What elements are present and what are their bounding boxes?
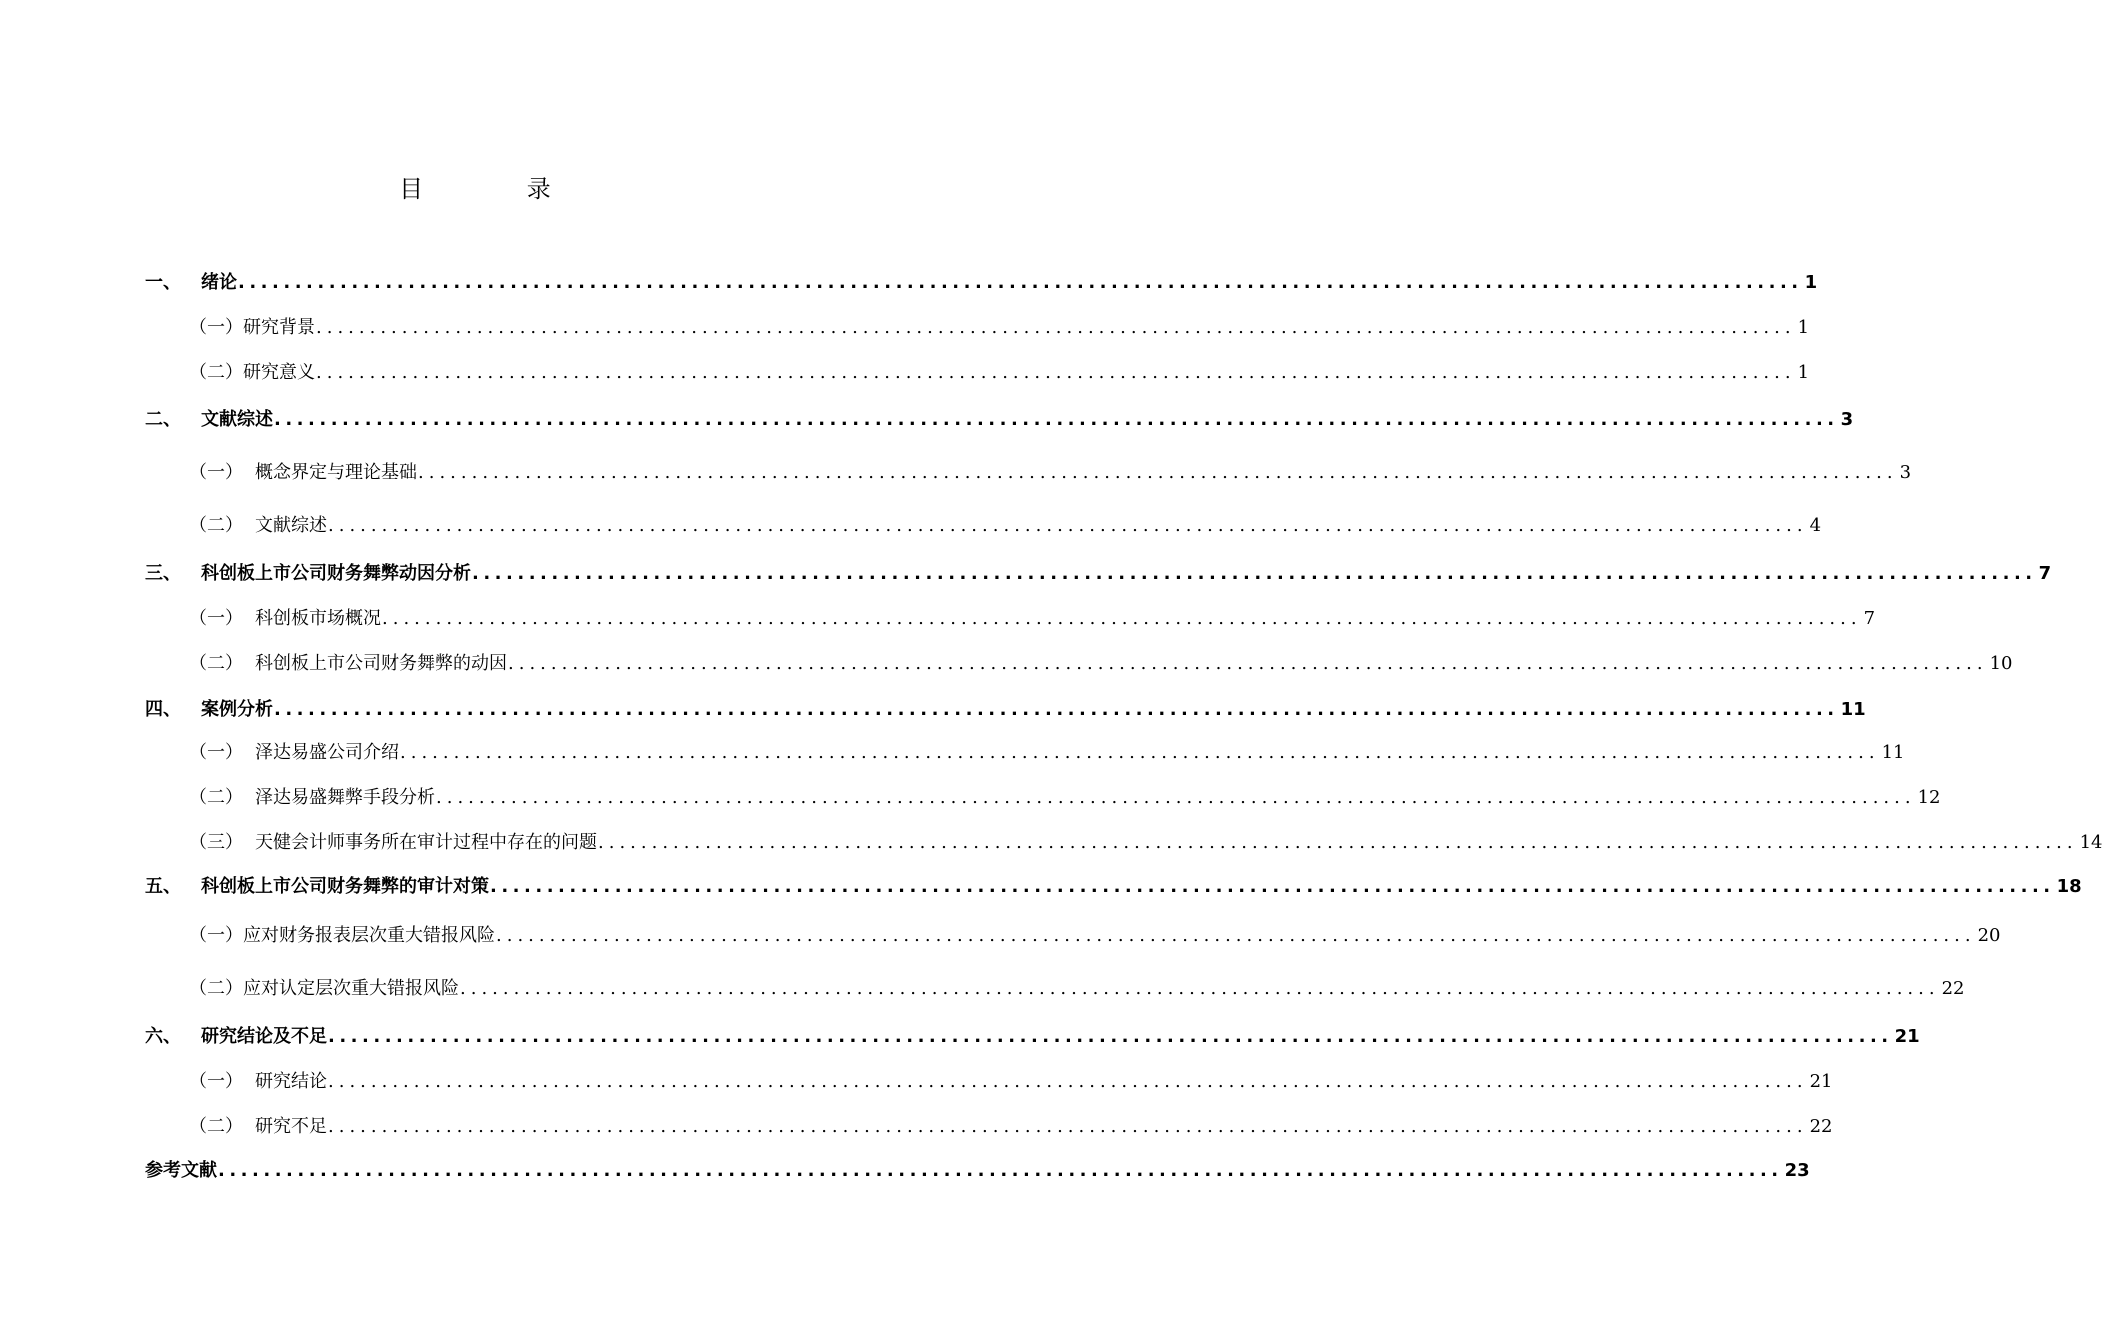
toc-leader-dots: ..........................................................................................................................................: [316, 362, 1796, 383]
toc-entry-number: （三）: [189, 832, 243, 853]
toc-entry-number: 四、: [145, 699, 181, 720]
toc-entry-page: 23: [1784, 1160, 1810, 1181]
toc-entry-label: 研究背景: [243, 317, 315, 338]
toc-entry-page: 18: [2056, 876, 2082, 897]
toc-entry-number: （一）: [189, 608, 243, 629]
toc-leader-dots: ..........................................................................................................................................: [316, 317, 1796, 338]
toc-entry-label: 研究意义: [243, 362, 315, 383]
toc-entry-section-1-2[interactable]: [189, 358, 1810, 388]
toc-entry-label: 科创板市场概况: [255, 608, 381, 629]
toc-entry-number: （二）: [189, 362, 243, 383]
toc-leader-dots: ..........................................................................................................................................: [238, 272, 1803, 293]
toc-entry-number: （一）: [189, 317, 243, 338]
toc-entry-page: 20: [1977, 925, 2001, 946]
toc-entry-label: 研究不足: [255, 1116, 327, 1137]
toc-entry-number: （二）: [189, 978, 243, 999]
toc-entry-page: 7: [1863, 608, 1876, 629]
toc-entry-page: 3: [1840, 409, 1854, 430]
toc-entry-number: （一）: [189, 1071, 243, 1092]
toc-leader-dots: ..........................................................................................................................................: [274, 699, 1839, 720]
toc-entry-label: 研究结论及不足: [201, 1026, 327, 1047]
toc-entry-label: 泽达易盛公司介绍: [255, 742, 399, 763]
toc-entry-references[interactable]: [145, 1156, 1810, 1186]
toc-leader-dots: ..........................................................................................................................................: [328, 515, 1808, 536]
toc-entry-chapter-1[interactable]: [145, 268, 1818, 298]
toc-entry-number: 五、: [145, 876, 181, 897]
toc-entry-label: 科创板上市公司财务舞弊的审计对策: [201, 876, 489, 897]
toc-leader-dots: ..........................................................................................................................................: [418, 462, 1898, 483]
toc-entry-section-5-1[interactable]: [189, 921, 2001, 951]
toc-entry-section-4-3[interactable]: [189, 828, 2103, 858]
toc-entry-chapter-4[interactable]: [145, 695, 1866, 725]
toc-entry-section-3-1[interactable]: [189, 604, 1876, 634]
toc-entry-number: （二）: [189, 653, 243, 674]
toc-entry-page: 22: [1941, 978, 1965, 999]
toc-entry-label: 科创板上市公司财务舞弊的动因: [255, 653, 507, 674]
toc-entry-chapter-3[interactable]: [145, 559, 2052, 589]
toc-entry-section-1-1[interactable]: [189, 313, 1810, 343]
toc-entry-label: 案例分析: [201, 699, 273, 720]
toc-entry-section-2-1[interactable]: [189, 458, 1912, 488]
toc-entry-number: （一）: [189, 462, 243, 483]
toc-entry-label: 文献综述: [201, 409, 273, 430]
toc-leader-dots: ..........................................................................................................................................: [328, 1026, 1893, 1047]
toc-leader-dots: ..........................................................................................................................................: [490, 876, 2055, 897]
toc-entry-label: 参考文献: [145, 1160, 217, 1181]
toc-entry-number: 二、: [145, 409, 181, 430]
toc-entry-label: 应对财务报表层次重大错报风险: [243, 925, 495, 946]
toc-leader-dots: ..........................................................................................................................................: [436, 787, 1916, 808]
toc-entry-page: 22: [1809, 1116, 1833, 1137]
toc-entry-label: 应对认定层次重大错报风险: [243, 978, 459, 999]
toc-entry-section-3-2[interactable]: [189, 649, 2013, 679]
toc-leader-dots: ..........................................................................................................................................: [460, 978, 1940, 999]
toc-entry-page: 1: [1797, 362, 1810, 383]
toc-entry-number: （二）: [189, 787, 243, 808]
toc-leader-dots: ..........................................................................................................................................: [274, 409, 1839, 430]
toc-leader-dots: ..........................................................................................................................................: [472, 563, 2037, 584]
toc-entry-section-4-2[interactable]: [189, 783, 1941, 813]
toc-entry-page: 21: [1894, 1026, 1920, 1047]
toc-entry-section-6-1[interactable]: [189, 1067, 1833, 1097]
toc-entry-section-4-1[interactable]: [189, 738, 1905, 768]
toc-entry-number: （一）: [189, 925, 243, 946]
toc-entry-page: 11: [1881, 742, 1905, 763]
toc-leader-dots: ..........................................................................................................................................: [508, 653, 1988, 674]
toc-entry-label: 研究结论: [255, 1071, 327, 1092]
toc-title: 目 录: [399, 175, 599, 203]
toc-entry-page: 1: [1797, 317, 1810, 338]
toc-leader-dots: ..........................................................................................................................................: [328, 1116, 1808, 1137]
toc-entry-page: 21: [1809, 1071, 1833, 1092]
toc-entry-number: （二）: [189, 1116, 243, 1137]
toc-entry-section-2-2[interactable]: [189, 511, 1822, 541]
toc-entry-section-5-2[interactable]: [189, 974, 1965, 1004]
toc-entry-number: 三、: [145, 563, 181, 584]
toc-entry-page: 14: [2079, 832, 2103, 853]
toc-entry-label: 文献综述: [255, 515, 327, 536]
toc-leader-dots: ..........................................................................................................................................: [400, 742, 1880, 763]
toc-leader-dots: ..........................................................................................................................................: [328, 1071, 1808, 1092]
toc-entry-page: 7: [2038, 563, 2052, 584]
toc-entry-section-6-2[interactable]: [189, 1112, 1833, 1142]
toc-entry-number: （一）: [189, 742, 243, 763]
toc-entry-page: 3: [1899, 462, 1912, 483]
toc-entry-label: 概念界定与理论基础: [255, 462, 417, 483]
toc-entry-number: 一、: [145, 272, 181, 293]
toc-entry-page: 12: [1917, 787, 1941, 808]
toc-entry-chapter-5[interactable]: [145, 872, 2082, 902]
toc-entry-page: 10: [1989, 653, 2013, 674]
toc-entry-label: 天健会计师事务所在审计过程中存在的问题: [255, 832, 597, 853]
toc-leader-dots: ..........................................................................................................................................: [598, 832, 2078, 853]
toc-entry-chapter-2[interactable]: [145, 405, 1854, 435]
toc-entry-page: 4: [1809, 515, 1822, 536]
toc-entry-label: 泽达易盛舞弊手段分析: [255, 787, 435, 808]
toc-entry-page: 1: [1804, 272, 1818, 293]
toc-entry-number: （二）: [189, 515, 243, 536]
toc-entry-page: 11: [1840, 699, 1866, 720]
toc-leader-dots: ..........................................................................................................................................: [218, 1160, 1783, 1181]
toc-entry-chapter-6[interactable]: [145, 1022, 1920, 1052]
toc-entry-label: 绪论: [201, 272, 237, 293]
toc-entry-label: 科创板上市公司财务舞弊动因分析: [201, 563, 471, 584]
toc-leader-dots: ..........................................................................................................................................: [382, 608, 1862, 629]
toc-entry-number: 六、: [145, 1026, 181, 1047]
toc-leader-dots: ..........................................................................................................................................: [496, 925, 1976, 946]
